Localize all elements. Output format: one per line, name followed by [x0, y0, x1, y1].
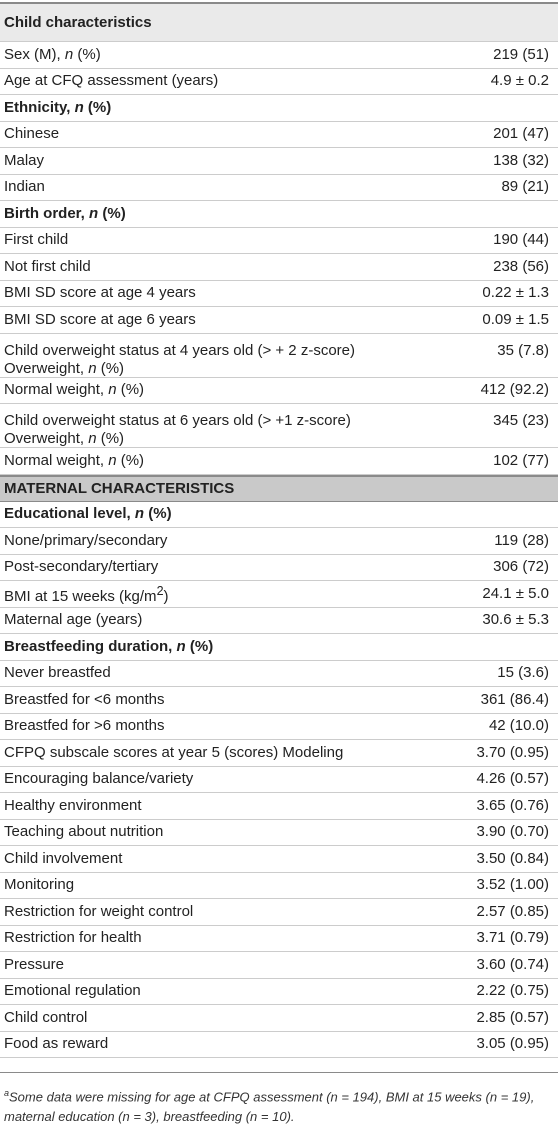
- row-label: Maternal age (years): [4, 611, 143, 629]
- row-value: 306 (72): [493, 558, 549, 576]
- table-row: [0, 334, 558, 378]
- row-label: Child overweight status at 6 years old (> +1 z-score) Overweight, n (%): [4, 412, 351, 447]
- row-label: BMI SD score at age 6 years: [4, 310, 196, 328]
- row-label: Food as reward: [4, 1035, 109, 1053]
- table-row: [0, 1005, 558, 1032]
- row-label: Encouraging balance/variety: [4, 770, 194, 788]
- table-row: [0, 608, 558, 635]
- footnote-text: Some data were missing for age at CFPQ assessment (n = 194), BMI at 15 weeks (n = 19), maternal education (n = 3), breastfeeding (n = 10).: [4, 1089, 535, 1125]
- table-row: [0, 122, 558, 149]
- table-row: [0, 175, 558, 202]
- row-value: 3.60 (0.74): [476, 955, 549, 973]
- row-label: Child overweight status at 4 years old (> + 2 z-score) Overweight, n (%): [4, 341, 355, 377]
- table-row: [0, 148, 558, 175]
- table-row: [0, 767, 558, 794]
- row-value: 42 (10.0): [488, 717, 549, 735]
- table-row: [0, 228, 558, 255]
- row-value: 2.57 (0.85): [476, 902, 549, 920]
- table-row: [0, 634, 558, 661]
- table-row: [0, 979, 558, 1006]
- table-row: [0, 378, 558, 405]
- table-footnote: [4, 1083, 552, 1127]
- row-value: 2.22 (0.75): [476, 982, 549, 1000]
- row-value: 345 (23): [493, 412, 549, 429]
- row-label: Monitoring: [4, 876, 75, 894]
- row-value: 219 (51): [493, 45, 549, 63]
- table-row: [0, 581, 558, 608]
- row-label: CFPQ subscale scores at year 5 (scores) Modeling: [4, 743, 344, 761]
- table-row: [0, 42, 558, 69]
- row-label: Educational level, n (%): [4, 505, 172, 523]
- table-header-row: [0, 4, 558, 42]
- row-value: 3.71 (0.79): [476, 929, 549, 947]
- row-value: 3.52 (1.00): [476, 876, 549, 894]
- table-row: [0, 714, 558, 741]
- row-label: Emotional regulation: [4, 982, 141, 1000]
- table-row: [0, 281, 558, 308]
- table-row: [0, 95, 558, 122]
- table-row: [0, 404, 558, 448]
- row-value: 0.22 ± 1.3: [482, 284, 549, 302]
- row-label: Birth order, n (%): [4, 204, 126, 222]
- table-row: [0, 307, 558, 334]
- table-row: [0, 952, 558, 979]
- row-label: Never breastfed: [4, 664, 111, 682]
- table-row: [0, 846, 558, 873]
- table-row: [0, 793, 558, 820]
- table-row: [0, 820, 558, 847]
- table-row: [0, 740, 558, 767]
- row-value: 3.70 (0.95): [476, 743, 549, 761]
- row-label: Not first child: [4, 257, 91, 275]
- table-row: [0, 69, 558, 96]
- maternal-section-header: [0, 475, 558, 502]
- row-value: 35 (7.8): [497, 341, 549, 359]
- table-row: [0, 926, 558, 953]
- row-label: Breastfed for >6 months: [4, 717, 165, 735]
- row-value: 24.1 ± 5.0: [482, 584, 549, 602]
- maternal-section-title: MATERNAL CHARACTERISTICS: [4, 479, 235, 497]
- table-row: [0, 555, 558, 582]
- row-label: Healthy environment: [4, 796, 142, 814]
- row-label: Normal weight, n (%): [4, 381, 145, 399]
- row-value: 3.50 (0.84): [476, 849, 549, 867]
- table-row: [0, 448, 558, 475]
- row-label: Post-secondary/tertiary: [4, 558, 159, 576]
- row-value: 30.6 ± 5.3: [482, 611, 549, 629]
- row-label: First child: [4, 231, 69, 249]
- row-label: Indian: [4, 178, 45, 196]
- row-value: 89 (21): [501, 178, 549, 196]
- row-label: BMI SD score at age 4 years: [4, 284, 196, 302]
- row-label: Normal weight, n (%): [4, 451, 145, 469]
- row-value: 0.09 ± 1.5: [482, 310, 549, 328]
- row-value: 4.26 (0.57): [476, 770, 549, 788]
- row-value: 201 (47): [493, 125, 549, 143]
- table-row: [0, 873, 558, 900]
- row-value: 361 (86.4): [480, 690, 549, 708]
- row-label: Pressure: [4, 955, 65, 973]
- row-label: None/primary/secondary: [4, 531, 168, 549]
- table-row: [0, 502, 558, 529]
- row-label: Restriction for health: [4, 929, 142, 947]
- row-value: 3.05 (0.95): [476, 1035, 549, 1053]
- table-row: [0, 201, 558, 228]
- table-bottom-rule: [0, 1072, 558, 1073]
- row-label: Child involvement: [4, 849, 123, 867]
- row-value: 2.85 (0.57): [476, 1008, 549, 1026]
- row-label: Restriction for weight control: [4, 902, 194, 920]
- row-label: Breastfeeding duration, n (%): [4, 637, 214, 655]
- row-value: 119 (28): [494, 531, 549, 549]
- row-value: 412 (92.2): [480, 381, 549, 399]
- row-label: Malay: [4, 151, 45, 169]
- table-row: [0, 661, 558, 688]
- table-header-title: Child characteristics: [4, 13, 152, 31]
- row-label: Age at CFQ assessment (years): [4, 72, 219, 90]
- row-value: 3.90 (0.70): [476, 823, 549, 841]
- table-row: [0, 899, 558, 926]
- row-label: Teaching about nutrition: [4, 823, 164, 841]
- row-label: Breastfed for <6 months: [4, 690, 165, 708]
- row-value: 15 (3.6): [497, 664, 549, 682]
- row-value: 4.9 ± 0.2: [490, 72, 549, 90]
- row-label: Ethnicity, n (%): [4, 98, 112, 116]
- table-row: [0, 254, 558, 281]
- row-value: 138 (32): [493, 151, 549, 169]
- row-label: Child control: [4, 1008, 88, 1026]
- row-value: 102 (77): [493, 451, 549, 469]
- row-value: 238 (56): [493, 257, 549, 275]
- footnote-marker: a: [4, 1088, 10, 1098]
- row-label: Sex (M), n (%): [4, 45, 101, 63]
- table-row: [0, 528, 558, 555]
- row-label: Chinese: [4, 125, 60, 143]
- row-value: 190 (44): [493, 231, 549, 249]
- table-row: [0, 1032, 558, 1059]
- table-row: [0, 687, 558, 714]
- row-label: BMI at 15 weeks $(kg/m^2)$: [4, 583, 169, 605]
- row-value: 3.65 (0.76): [476, 796, 549, 814]
